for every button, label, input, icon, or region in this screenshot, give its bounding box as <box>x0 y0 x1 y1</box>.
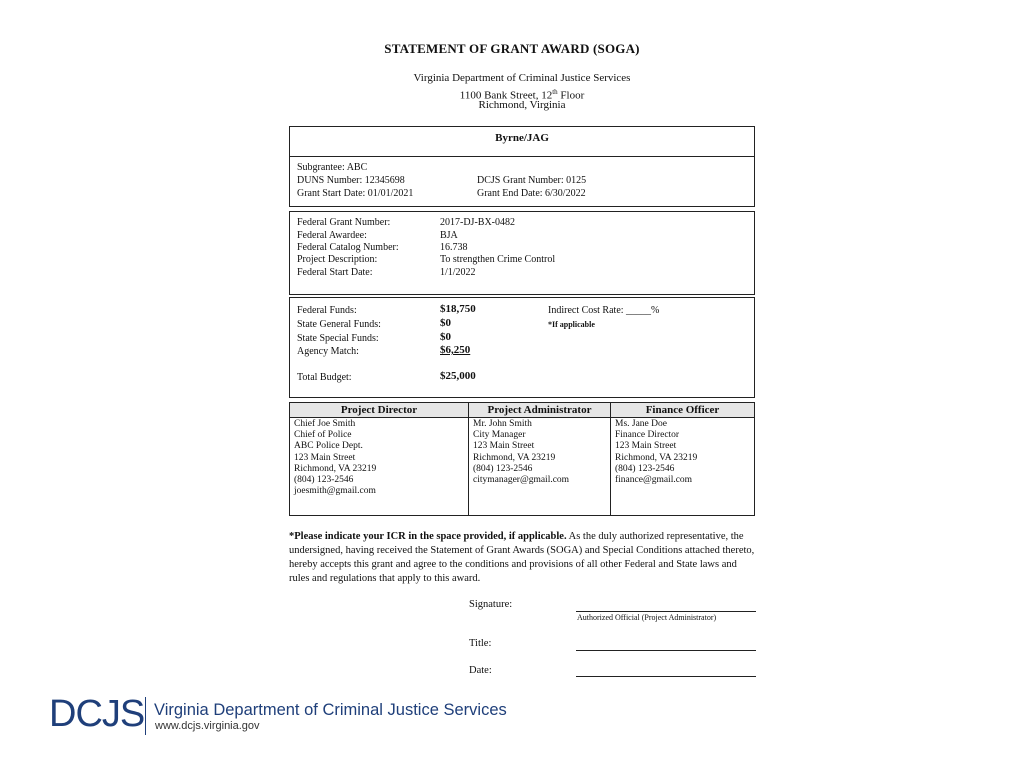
director-name: Chief Joe Smith <box>294 419 356 429</box>
subgrantee-name: Subgrantee: ABC <box>297 162 368 173</box>
project-director-details <box>290 418 468 498</box>
federal-awardee-label: Federal Awardee: <box>297 230 367 241</box>
footer-url[interactable]: www.dcjs.virginia.gov <box>155 720 260 732</box>
project-administrator-details <box>469 418 610 487</box>
administrator-street: 123 Main Street <box>473 441 535 452</box>
project-director-heading: Project Director <box>290 403 468 418</box>
administrator-title: City Manager <box>473 430 526 441</box>
federal-grant-number-value: 2017-DJ-BX-0482 <box>440 217 515 228</box>
administrator-phone: (804) 123-2546 <box>473 463 533 474</box>
total-budget-value: $25,000 <box>440 370 476 382</box>
finance-officer-column <box>611 403 754 515</box>
finance-email: finance@gmail.com <box>615 475 693 486</box>
agency-name: Virginia Department of Criminal Justice Services <box>413 72 631 84</box>
signature-label: Signature: <box>469 599 513 610</box>
director-street: 123 Main Street <box>294 452 356 463</box>
agency-match-value: $6,250 <box>440 344 471 356</box>
program-name: Byrne/JAG <box>495 132 549 144</box>
state-general-funds-value: $0 <box>440 317 451 329</box>
finance-title: Finance Director <box>615 430 680 441</box>
funds-box <box>289 297 755 398</box>
project-description-label: Project Description: <box>297 254 378 265</box>
finance-phone: (804) 123-2546 <box>615 463 675 474</box>
total-budget-label: Total Budget: <box>297 372 352 383</box>
state-general-funds-label: State General Funds: <box>297 319 381 330</box>
agency-match-label: Agency Match: <box>297 346 359 357</box>
grant-start-date: Grant Start Date: 01/01/2021 <box>297 188 414 199</box>
federal-funds-value: $18,750 <box>440 303 476 315</box>
agency-city: Richmond, Virginia <box>478 99 566 111</box>
state-special-funds-value: $0 <box>440 331 451 343</box>
director-email: joesmith@gmail.com <box>294 486 376 497</box>
federal-catalog-value: 16.738 <box>440 242 468 253</box>
logo-divider <box>145 697 146 735</box>
authorized-official-note: Authorized Official (Project Administrator) <box>577 613 717 622</box>
finance-officer-details <box>611 418 754 487</box>
administrator-city: Richmond, VA 23219 <box>473 452 556 463</box>
subgrantee-box <box>289 156 755 207</box>
project-director-column <box>290 403 468 515</box>
finance-city: Richmond, VA 23219 <box>615 452 698 463</box>
street-superscript: th <box>552 88 558 96</box>
director-phone: (804) 123-2546 <box>294 475 354 486</box>
finance-street: 123 Main Street <box>615 441 677 452</box>
street-text: 1100 Bank Street, 12 <box>459 89 553 102</box>
acceptance-statement <box>289 530 759 586</box>
indirect-cost-rate: Indirect Cost Rate: _____% <box>548 305 660 316</box>
icr-instruction: *Please indicate your ICR in the space provided, if applicable. <box>289 531 567 542</box>
footer-agency-name: Virginia Department of Criminal Justice Services <box>154 701 507 719</box>
administrator-email: citymanager@gmail.com <box>473 475 570 486</box>
finance-officer-heading: Finance Officer <box>611 403 754 418</box>
director-city: Richmond, VA 23219 <box>294 463 377 474</box>
document-title: STATEMENT OF GRANT AWARD (SOGA) <box>384 41 640 56</box>
project-administrator-column <box>469 403 610 515</box>
date-line[interactable] <box>576 676 756 677</box>
icr-note: *If applicable <box>548 320 595 329</box>
signature-line[interactable] <box>576 611 756 612</box>
director-title: Chief of Police <box>294 430 352 441</box>
duns-number: DUNS Number: 12345698 <box>297 175 405 186</box>
federal-info-box <box>289 211 755 295</box>
federal-start-date-value: 1/1/2022 <box>440 267 476 278</box>
title-line[interactable] <box>576 650 756 651</box>
state-special-funds-label: State Special Funds: <box>297 333 379 344</box>
administrator-name: Mr. John Smith <box>473 419 532 429</box>
date-label: Date: <box>469 665 492 676</box>
federal-grant-number-label: Federal Grant Number: <box>297 217 391 228</box>
grant-end-date: Grant End Date: 6/30/2022 <box>477 188 586 199</box>
street-floor: Floor <box>557 89 585 102</box>
title-label: Title: <box>469 638 492 649</box>
federal-awardee-value: BJA <box>440 230 458 241</box>
federal-funds-label: Federal Funds: <box>297 305 357 316</box>
acceptance-text: As the duly authorized representative, the undersigned, having received the Statement of Grant Awards (SOGA) and Special Conditions attached thereto, hereby accepts this grant and agree to the conditions and provisions of all other Federal and State laws and rules and regulations that apply to this award. <box>289 531 755 584</box>
project-administrator-heading: Project Administrator <box>469 403 610 418</box>
contacts-table <box>289 402 755 516</box>
dcjs-logo: DCJS <box>49 693 145 735</box>
dcjs-grant-number: DCJS Grant Number: 0125 <box>477 175 587 186</box>
director-organization: ABC Police Dept. <box>294 441 363 452</box>
federal-start-date-label: Federal Start Date: <box>297 267 373 278</box>
finance-name: Ms. Jane Doe <box>615 419 667 429</box>
project-description-value: To strengthen Crime Control <box>440 254 556 265</box>
program-box <box>289 126 755 157</box>
federal-catalog-label: Federal Catalog Number: <box>297 242 399 253</box>
